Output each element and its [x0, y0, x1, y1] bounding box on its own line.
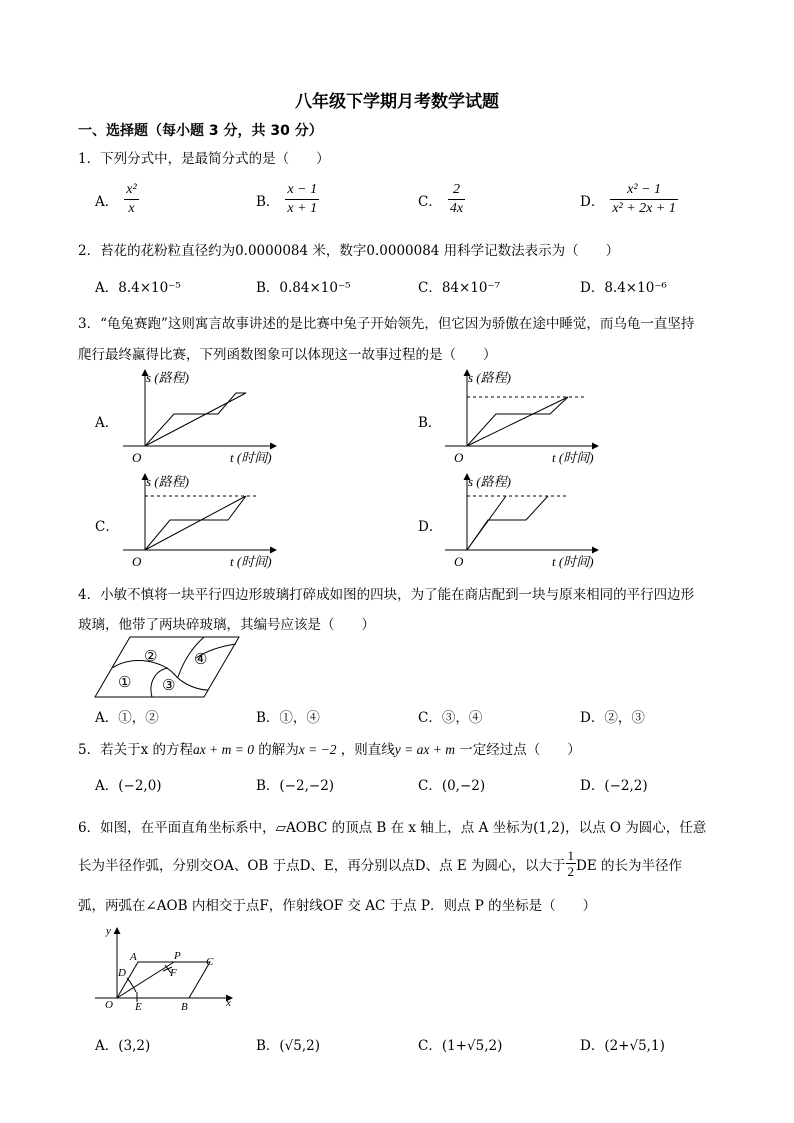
q2-option-c[interactable]: C．84×10⁻⁷: [418, 280, 501, 296]
q5-option-c[interactable]: C．(0,−2): [418, 778, 486, 794]
q3-option-c-label[interactable]: C．: [95, 519, 119, 535]
x-axis-label: t (时间): [552, 554, 594, 569]
q6-option-b[interactable]: B．(√5,2): [256, 1038, 321, 1054]
label-p: P: [174, 950, 181, 962]
denominator: 2: [567, 864, 575, 879]
label-d: D: [118, 967, 126, 979]
q6-option-a[interactable]: A．(3,2): [95, 1038, 151, 1054]
q3-option-d-label[interactable]: D．: [418, 519, 443, 535]
fraction: [610, 181, 678, 218]
tortoise-line: [467, 397, 568, 446]
question-3-stem-line-1: 3．“龟兔赛跑”这则寓言故事讲述的是比赛中兔子开始领先，但它因为骄傲在途中睡觉，而乌龟一直坚持: [78, 316, 695, 332]
y-axis-label: s (路程): [468, 370, 511, 385]
label-y: y: [106, 925, 111, 937]
question-4-stem-line-2: 玻璃，他带了两块碎玻璃，其编号应该是（ ）: [78, 617, 375, 633]
q1-option-b[interactable]: [256, 181, 319, 218]
numerator: x − 1: [285, 181, 319, 200]
q3-option-b-label[interactable]: B．: [418, 415, 442, 431]
text: 的解为: [258, 742, 299, 758]
page-title: 八年级下学期月考数学试题: [295, 92, 499, 112]
graph-a[interactable]: [118, 364, 288, 468]
question-4-stem-line-1: 4．小敏不慎将一块平行四边形玻璃打碎成如图的四块，为了能在商店配到一块与原来相同的平行四边形: [78, 587, 695, 603]
text: 一定经过点（ ）: [459, 742, 581, 758]
x-axis-label: t (时间): [230, 450, 272, 465]
x-axis-label: t (时间): [230, 554, 272, 569]
equation: x = −2: [298, 742, 337, 757]
denominator: x² + 2x + 1: [612, 201, 676, 216]
x-axis-label: t (时间): [552, 450, 594, 465]
q2-option-b[interactable]: B．0.84×10⁻⁵: [256, 280, 351, 296]
label-a: A: [130, 951, 137, 963]
equation: ax + m = 0: [193, 742, 254, 757]
piece-4-label: ④: [194, 652, 208, 668]
option-label: C．: [418, 193, 442, 210]
coordinate-figure: [92, 920, 242, 1010]
numerator: x²: [124, 181, 138, 200]
fraction: [124, 181, 138, 218]
y-axis-label: s (路程): [146, 474, 189, 489]
origin-label: O: [132, 554, 142, 569]
q4-option-d[interactable]: D．②，③: [580, 710, 645, 726]
q3-option-a-label[interactable]: A．: [95, 415, 119, 431]
fraction: [448, 181, 465, 218]
question-1-stem: 1．下列分式中，是最简分式的是（ ）: [78, 151, 330, 167]
question-6-line-3: 弧，两弧在∠AOB 内相交于点F，作射线OF 交 AC 于点 P．则点 P 的坐标是（ ）: [78, 898, 597, 914]
q1-option-d[interactable]: [580, 181, 678, 218]
piece-1-label: ①: [118, 675, 132, 691]
question-2-stem: 2．苔花的花粉粒直径约为0.0000084 米，数字0.0000084 用科学记数法表示为（ ）: [78, 243, 620, 259]
q5-option-a[interactable]: A．(−2,0): [95, 778, 162, 794]
rabbit-line: [467, 496, 548, 550]
option-label: A．: [95, 193, 119, 210]
arc: [127, 978, 136, 992]
piece-2-label: ②: [144, 649, 158, 665]
q1-option-a[interactable]: [95, 181, 139, 218]
numerator: x² − 1: [610, 181, 678, 200]
y-axis-label: s (路程): [468, 474, 511, 489]
piece-3-label: ③: [162, 678, 176, 694]
broken-glass-figure: [92, 634, 242, 700]
q4-option-c[interactable]: C．③，④: [418, 710, 483, 726]
q2-option-a[interactable]: A．8.4×10⁻⁵: [95, 280, 181, 296]
text: DE 的长为半径作: [576, 857, 683, 874]
numerator: 1: [567, 848, 575, 863]
graph-d[interactable]: [440, 468, 610, 572]
q5-option-b[interactable]: B．(−2,−2): [256, 778, 335, 794]
origin-label: O: [132, 450, 142, 465]
label-e: E: [135, 1001, 142, 1010]
section-heading: 一、选择题（每小题 3 分，共 30 分）: [78, 123, 323, 139]
denominator: x: [128, 201, 135, 216]
option-label: D．: [580, 193, 605, 210]
option-label: B．: [256, 193, 280, 210]
label-f: F: [170, 967, 177, 979]
denominator: x + 1: [287, 201, 318, 216]
origin-label: O: [454, 554, 464, 569]
question-3-stem-line-2: 爬行最终赢得比赛，下列函数图象可以体现这一故事过程的是（ ）: [78, 347, 497, 363]
q6-option-d[interactable]: D．(2+√5,1): [580, 1038, 665, 1054]
label-x: x: [226, 997, 231, 1009]
tortoise-line: [145, 393, 246, 446]
q2-option-d[interactable]: D．8.4×10⁻⁶: [580, 280, 667, 296]
q5-option-d[interactable]: D．(−2,2): [580, 778, 648, 794]
q6-option-c[interactable]: C．(1+√5,2): [418, 1038, 503, 1054]
graph-b[interactable]: [440, 364, 610, 468]
origin-label: O: [454, 450, 464, 465]
parallelogram-aobc: [117, 962, 210, 998]
q4-option-a[interactable]: A．①，②: [95, 710, 159, 726]
q4-option-b[interactable]: B．①，④: [256, 710, 320, 726]
tortoise-line: [145, 496, 246, 550]
text: 5．若关于x 的方程: [78, 742, 193, 758]
label-c: C: [206, 956, 214, 968]
question-5-stem: [78, 738, 581, 758]
question-6-line-2: [78, 848, 682, 879]
fraction-half: [566, 848, 577, 879]
y-axis-label: s (路程): [146, 370, 189, 385]
question-6-line-1: 6．如图，在平面直角坐标系中，▱AOBC 的顶点 B 在 x 轴上，点 A 坐标为(1,2)，以点 O 为圆心，任意: [78, 820, 707, 836]
text: 长为半径作弧，分别交OA、OB 于点D、E，再分别以点D、点 E 为圆心，以大于: [78, 857, 566, 874]
graph-c[interactable]: [118, 468, 288, 572]
numerator: 2: [448, 181, 465, 200]
fraction: [285, 181, 319, 218]
label-b: B: [181, 1001, 188, 1010]
denominator: 4x: [449, 201, 464, 216]
text: ，则直线: [340, 742, 395, 758]
equation: y = ax + m: [394, 742, 455, 757]
q1-option-c[interactable]: [418, 181, 465, 218]
label-o: O: [105, 999, 113, 1010]
